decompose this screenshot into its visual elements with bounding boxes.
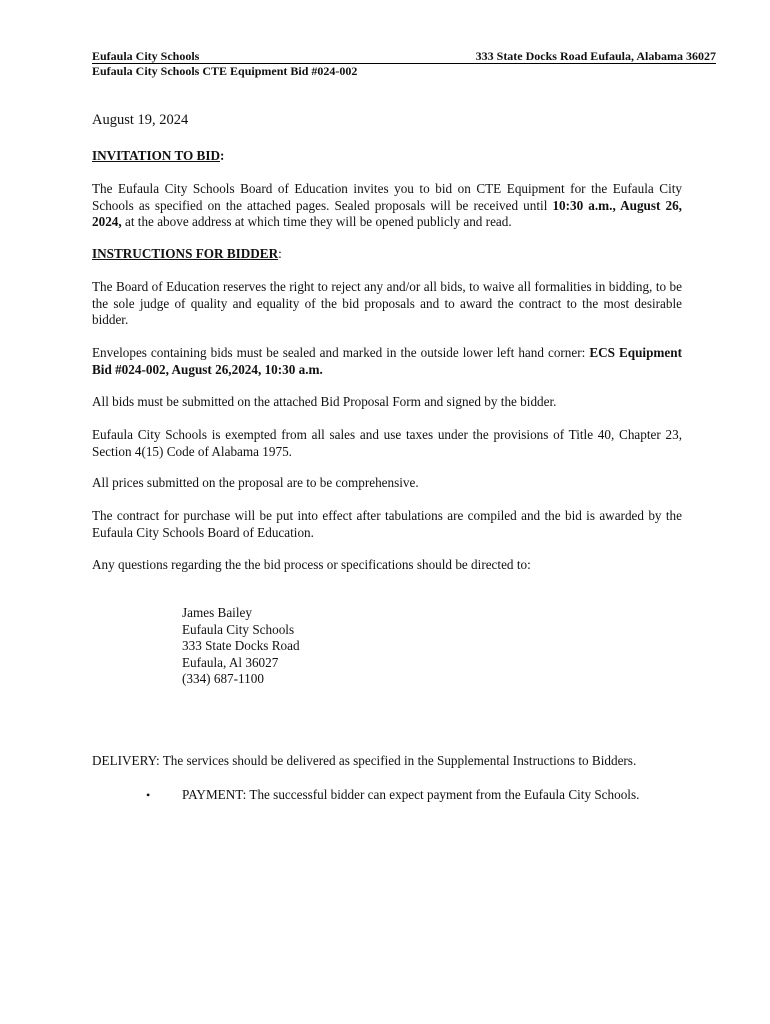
bullet-icon: • [146, 788, 151, 802]
instructions-paragraph-2 [92, 345, 682, 378]
envelope-text: Envelopes containing bids must be sealed and marked in the outside lower left hand corner: [92, 345, 590, 360]
contact-org: Eufaula City Schools [182, 621, 295, 637]
contact-name: James Bailey [182, 605, 252, 620]
header-address: 333 State Docks Road Eufaula, Alabama 36027 [475, 49, 716, 63]
header-bid-title: Eufaula City Schools CTE Equipment Bid #024-002 [92, 64, 358, 78]
invitation-text-a: The Eufaula City Schools Board of Education invites you to bid on CTE Equipment for the Eufaula City Schools as specified on the attached pages. Sealed proposals will be received until [92, 181, 682, 213]
invitation-heading-colon: : [220, 148, 225, 163]
invitation-heading: INVITATION TO BID [92, 148, 221, 163]
instructions-paragraph-6: The contract for purchase will be put into effect after tabulations are compiled and the bid is awarded by the Eufaula City Schools Board of Education. [92, 508, 682, 540]
header-top-row [92, 49, 716, 64]
contact-city: Eufaula, Al 36027 [182, 654, 279, 670]
page-header [92, 49, 716, 79]
invitation-deadline: 10:30 a.m., August 26, 2024, [92, 197, 682, 229]
instructions-heading: INSTRUCTIONS FOR BIDDER [92, 246, 279, 261]
instructions-paragraph-1: The Board of Education reserves the right to reject any and/or all bids, to waive all formalities in bidding, to be the sole judge of quality and equality of the bid proposals and to award the contract to the most desirable bidder. [92, 279, 682, 327]
invitation-heading-line [92, 148, 682, 165]
contact-block [182, 605, 300, 688]
contact-street: 333 State Docks Road [182, 638, 300, 654]
payment-text: PAYMENT: The successful bidder can expect payment from the Eufaula City Schools. [182, 787, 640, 802]
instructions-heading-colon: : [278, 246, 282, 261]
invitation-paragraph [92, 181, 682, 231]
delivery-paragraph: DELIVERY: The services should be delivered as specified in the Supplemental Instructions to Bidders. [92, 753, 637, 768]
instructions-heading-line [92, 246, 682, 263]
invitation-text-b: at the above address at which time they will be opened publicly and read. [121, 214, 512, 229]
envelope-marking: ECS Equipment Bid #024-002, August 26,2024, 10:30 a.m. [92, 345, 682, 377]
contact-phone: (334) 687-1100 [182, 671, 264, 687]
letter-date: August 19, 2024 [92, 112, 189, 128]
header-org: Eufaula City Schools [92, 49, 200, 63]
instructions-paragraph-3: All bids must be submitted on the attached Bid Proposal Form and signed by the bidder. [92, 394, 557, 409]
instructions-paragraph-4: Eufaula City Schools is exempted from all sales and use taxes under the provisions of Title 40, Chapter 23, Section 4(15) Code of Alabama 1975. [92, 427, 682, 459]
instructions-paragraph-5: All prices submitted on the proposal are to be comprehensive. [92, 475, 419, 490]
instructions-paragraph-7: Any questions regarding the the bid process or specifications should be directed to: [92, 557, 531, 572]
